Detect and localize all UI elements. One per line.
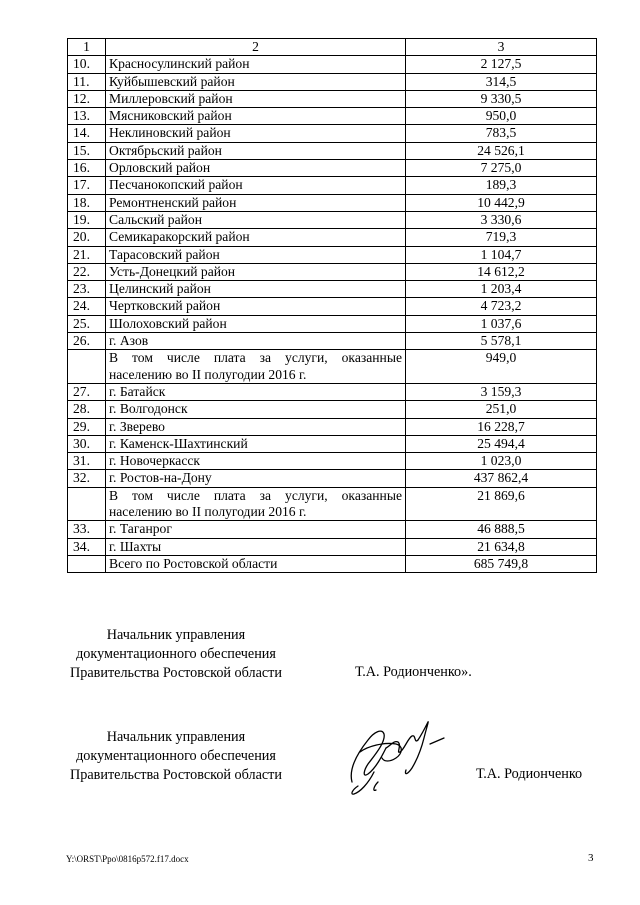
row-value: 5 578,1 xyxy=(406,333,597,350)
row-number xyxy=(68,555,106,572)
page-number: 3 xyxy=(588,852,594,864)
table-row xyxy=(68,108,597,125)
header-col-3: 3 xyxy=(406,39,597,56)
row-value: 46 888,5 xyxy=(406,521,597,538)
table-row xyxy=(68,298,597,315)
row-name: В том числе плата за услуги, оказанные населению во II полугодии 2016 г. xyxy=(106,350,406,384)
row-name: Сальский район xyxy=(106,211,406,228)
row-name: г. Азов xyxy=(106,333,406,350)
row-value: 1 104,7 xyxy=(406,246,597,263)
position-line: Правительства Ростовской области xyxy=(70,665,282,681)
row-number: 33. xyxy=(68,521,106,538)
table-row xyxy=(68,333,597,350)
signature-block-2 xyxy=(60,728,292,785)
row-value: 437 862,4 xyxy=(406,470,597,487)
table-row xyxy=(68,555,597,572)
header-col-2: 2 xyxy=(106,39,406,56)
row-value: 16 228,7 xyxy=(406,418,597,435)
row-name: г. Каменск-Шахтинский xyxy=(106,435,406,452)
table-row xyxy=(68,246,597,263)
table-row xyxy=(68,73,597,90)
row-number: 23. xyxy=(68,281,106,298)
table-row xyxy=(68,125,597,142)
row-name: Усть-Донецкий район xyxy=(106,263,406,280)
table-row xyxy=(68,401,597,418)
table-row xyxy=(68,521,597,538)
row-name: Неклиновский район xyxy=(106,125,406,142)
row-value: 4 723,2 xyxy=(406,298,597,315)
table-row xyxy=(68,229,597,246)
row-name: г. Батайск xyxy=(106,383,406,400)
table-row xyxy=(68,194,597,211)
file-path: Y:\ORST\Ppo\0816p572.f17.docx xyxy=(66,854,189,864)
table-row xyxy=(68,315,597,332)
row-value: 1 203,4 xyxy=(406,281,597,298)
row-name: Миллеровский район xyxy=(106,90,406,107)
table-row xyxy=(68,263,597,280)
row-name: г. Ростов-на-Дону xyxy=(106,470,406,487)
row-name: Семикаракорский район xyxy=(106,229,406,246)
row-name: Тарасовский район xyxy=(106,246,406,263)
row-value: 251,0 xyxy=(406,401,597,418)
row-value: 21 869,6 xyxy=(406,487,597,521)
row-name: Целинский район xyxy=(106,281,406,298)
row-number: 21. xyxy=(68,246,106,263)
row-value: 24 526,1 xyxy=(406,142,597,159)
table-row xyxy=(68,538,597,555)
row-name: Чертковский район xyxy=(106,298,406,315)
position-line: документационного обеспечения xyxy=(76,646,276,662)
row-number: 20. xyxy=(68,229,106,246)
row-value: 949,0 xyxy=(406,350,597,384)
row-name: г. Волгодонск xyxy=(106,401,406,418)
table-row xyxy=(68,487,597,521)
signature-block-1 xyxy=(60,626,292,683)
row-value: 3 330,6 xyxy=(406,211,597,228)
row-number: 27. xyxy=(68,383,106,400)
row-name: Мясниковский район xyxy=(106,108,406,125)
row-value: 950,0 xyxy=(406,108,597,125)
row-number: 12. xyxy=(68,90,106,107)
row-name: Шолоховский район xyxy=(106,315,406,332)
table-row xyxy=(68,470,597,487)
position-line: Начальник управления xyxy=(106,627,246,643)
row-number: 24. xyxy=(68,298,106,315)
allocation-table xyxy=(67,38,597,573)
table-row xyxy=(68,453,597,470)
table-row xyxy=(68,142,597,159)
row-name: Ремонтненский район xyxy=(106,194,406,211)
table-row xyxy=(68,281,597,298)
row-name: г. Таганрог xyxy=(106,521,406,538)
row-name: Песчанокопский район xyxy=(106,177,406,194)
table-row xyxy=(68,418,597,435)
row-value: 783,5 xyxy=(406,125,597,142)
row-name: Куйбышевский район xyxy=(106,73,406,90)
row-name: г. Зверево xyxy=(106,418,406,435)
row-value: 314,5 xyxy=(406,73,597,90)
row-number: 25. xyxy=(68,315,106,332)
table-row xyxy=(68,211,597,228)
signer-name-2: Т.А. Родионченко xyxy=(476,766,583,782)
row-name: В том числе плата за услуги, оказанные населению во II полугодии 2016 г. xyxy=(106,487,406,521)
table-row xyxy=(68,350,597,384)
row-value: 14 612,2 xyxy=(406,263,597,280)
handwritten-signature xyxy=(338,712,450,800)
row-number: 22. xyxy=(68,263,106,280)
row-name: г. Новочеркасск xyxy=(106,453,406,470)
row-value: 189,3 xyxy=(406,177,597,194)
table-body xyxy=(68,39,597,573)
table-row xyxy=(68,177,597,194)
row-number: 31. xyxy=(68,453,106,470)
row-value: 7 275,0 xyxy=(406,160,597,177)
table-row xyxy=(68,160,597,177)
row-name: Красносулинский район xyxy=(106,56,406,73)
row-number: 16. xyxy=(68,160,106,177)
row-number: 11. xyxy=(68,73,106,90)
table-row xyxy=(68,56,597,73)
position-line: Начальник управления xyxy=(106,729,246,745)
row-name: Октябрьский район xyxy=(106,142,406,159)
row-number: 30. xyxy=(68,435,106,452)
row-number: 13. xyxy=(68,108,106,125)
row-number xyxy=(68,350,106,384)
position-line: Правительства Ростовской области xyxy=(70,767,282,783)
row-number: 14. xyxy=(68,125,106,142)
row-number: 29. xyxy=(68,418,106,435)
row-value: 685 749,8 xyxy=(406,555,597,572)
row-number: 32. xyxy=(68,470,106,487)
table-header-row xyxy=(68,39,597,56)
row-name: г. Шахты xyxy=(106,538,406,555)
row-value: 21 634,8 xyxy=(406,538,597,555)
row-number: 26. xyxy=(68,333,106,350)
row-number xyxy=(68,487,106,521)
row-number: 34. xyxy=(68,538,106,555)
row-value: 1 023,0 xyxy=(406,453,597,470)
row-name: Орловский район xyxy=(106,160,406,177)
table-row xyxy=(68,90,597,107)
row-number: 15. xyxy=(68,142,106,159)
row-value: 9 330,5 xyxy=(406,90,597,107)
table-row xyxy=(68,383,597,400)
position-line: документационного обеспечения xyxy=(76,748,276,764)
header-col-1: 1 xyxy=(68,39,106,56)
row-value: 25 494,4 xyxy=(406,435,597,452)
table-row xyxy=(68,435,597,452)
row-number: 17. xyxy=(68,177,106,194)
row-number: 28. xyxy=(68,401,106,418)
row-value: 719,3 xyxy=(406,229,597,246)
row-number: 10. xyxy=(68,56,106,73)
row-value: 3 159,3 xyxy=(406,383,597,400)
row-number: 18. xyxy=(68,194,106,211)
row-value: 10 442,9 xyxy=(406,194,597,211)
row-value: 2 127,5 xyxy=(406,56,597,73)
signer-name-1: Т.А. Родионченко». xyxy=(355,664,472,680)
row-name: Всего по Ростовской области xyxy=(106,555,406,572)
row-value: 1 037,6 xyxy=(406,315,597,332)
row-number: 19. xyxy=(68,211,106,228)
